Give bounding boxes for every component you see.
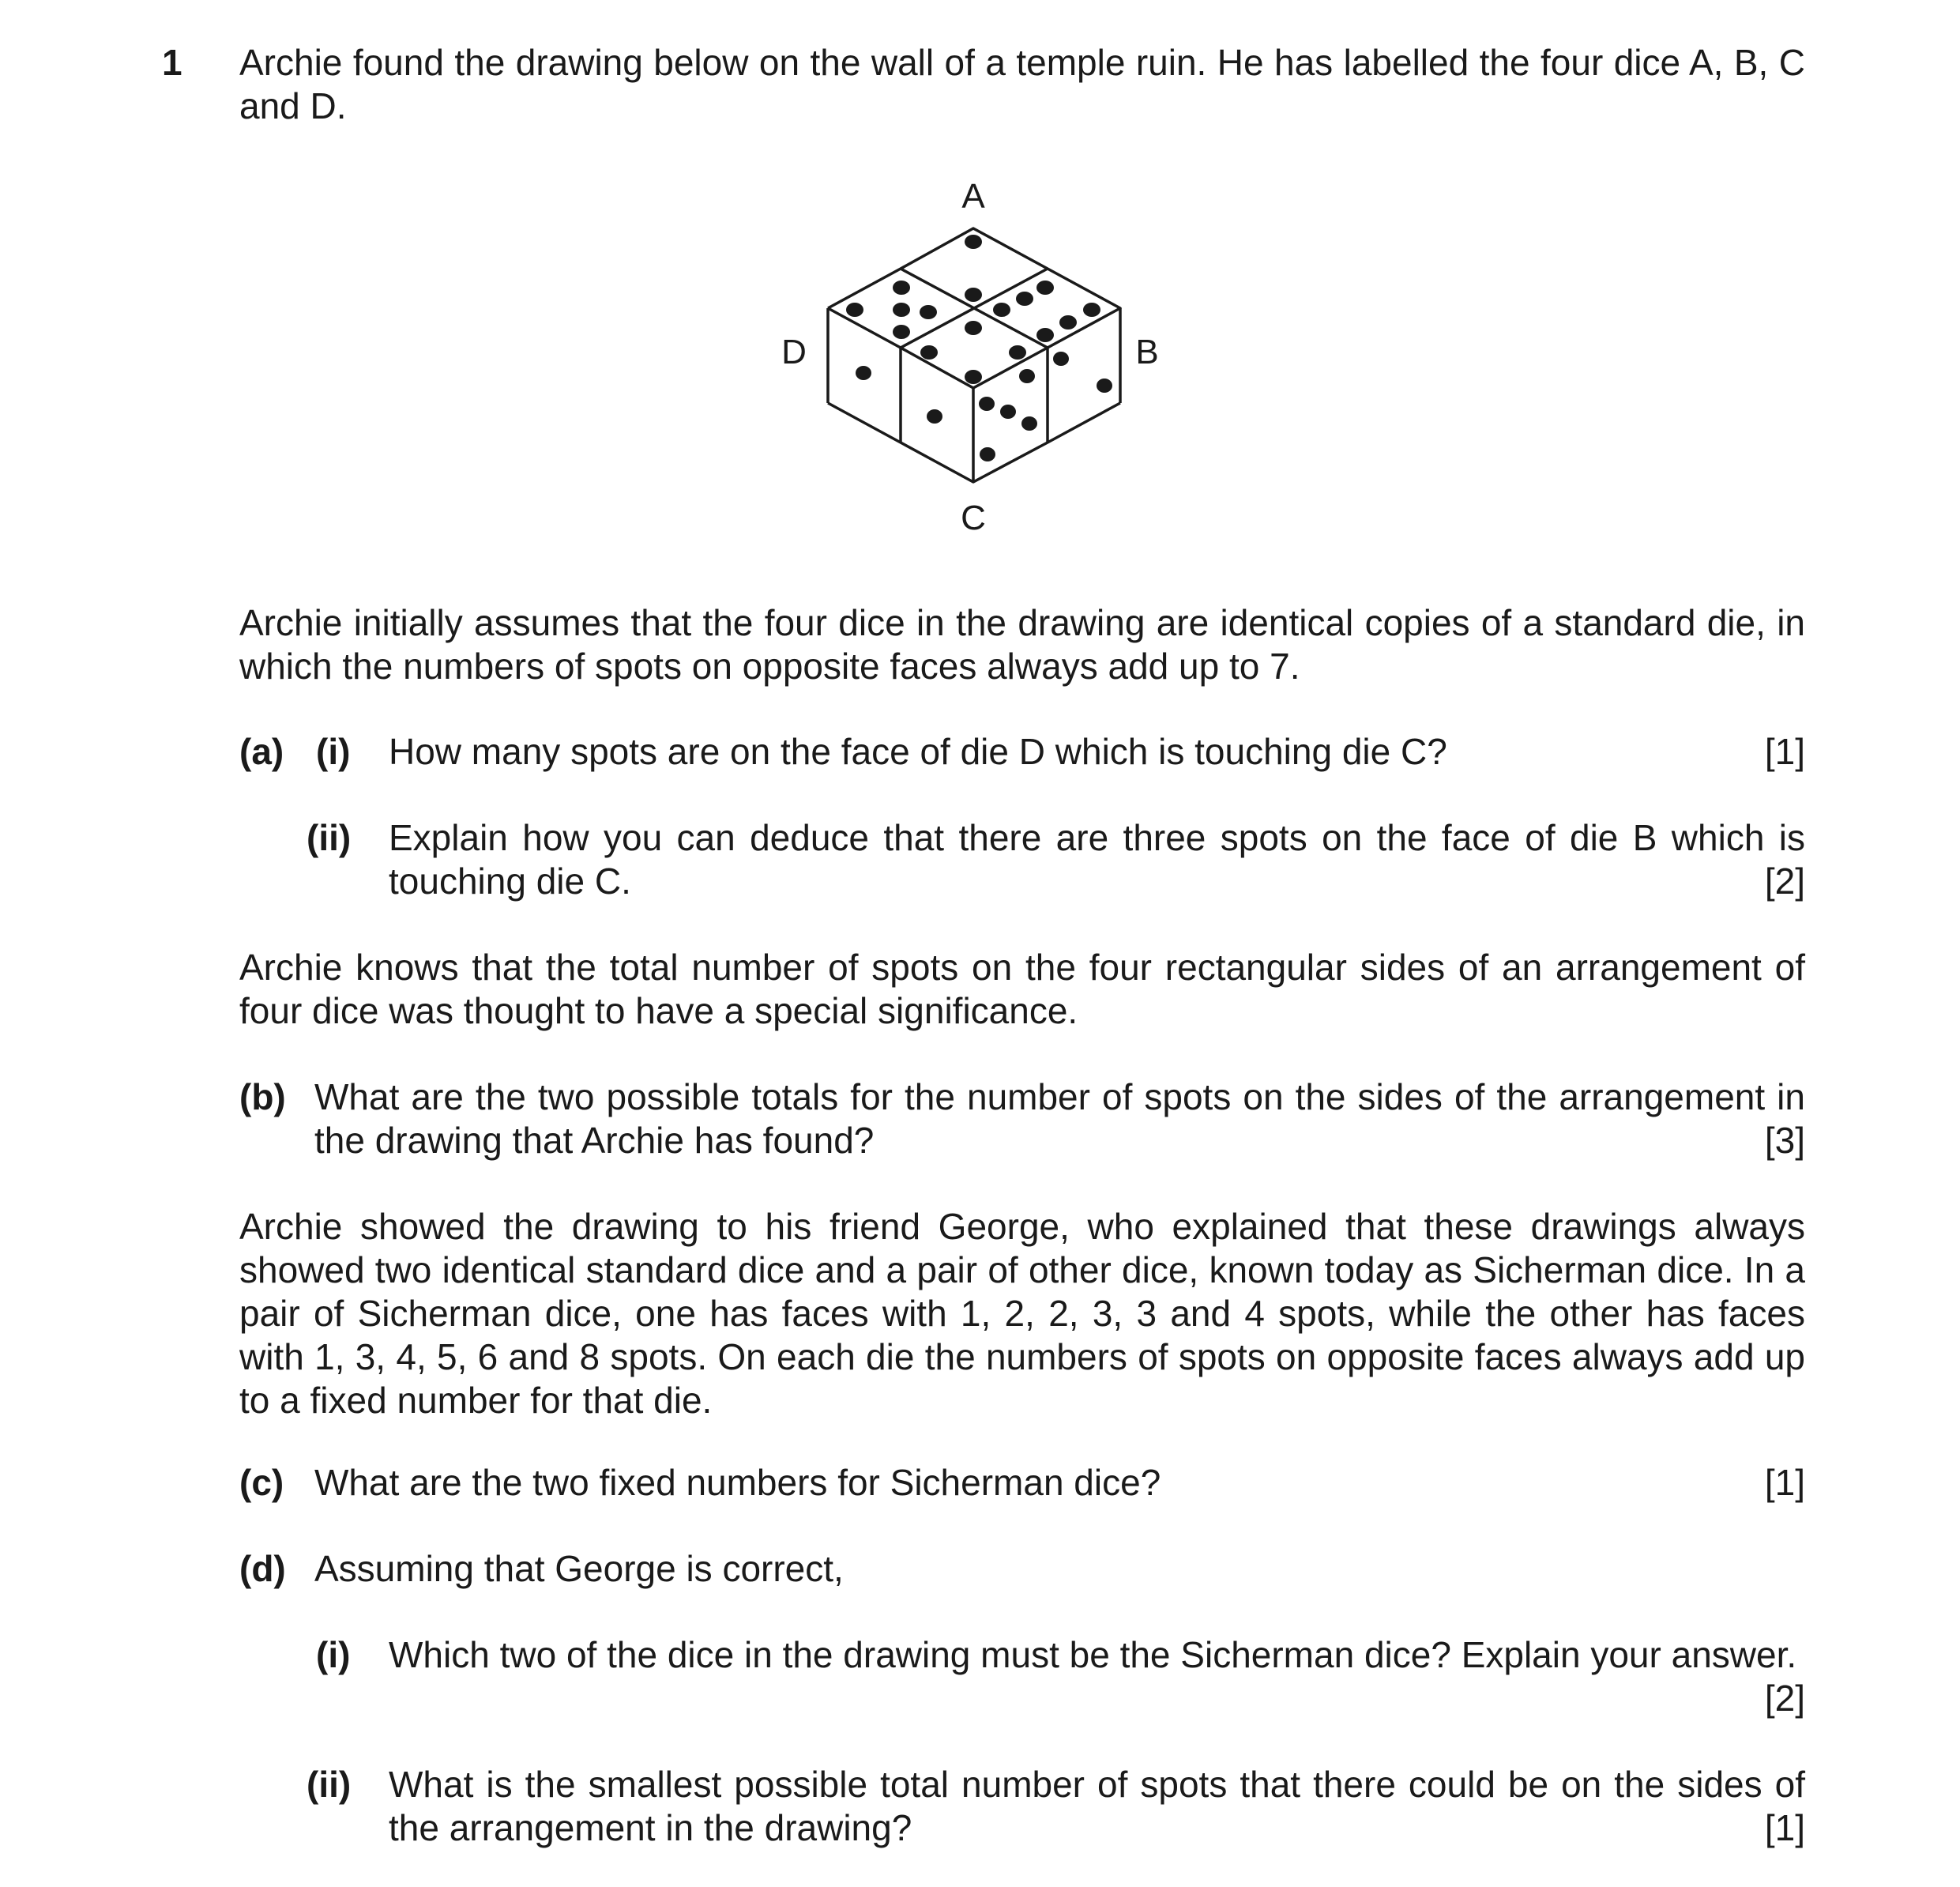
paragraph-1: Archie initially assumes that the four dice in the drawing are identical copies of a standard die, in which the numbers of spots on opposite faces always add up to 7. [239, 602, 1805, 687]
spot-a-top [965, 235, 982, 249]
question-intro: Archie found the drawing below on the wall of a temple ruin. He has labelled the four dice A, B, C and D. [239, 42, 1805, 126]
label-a: A [961, 177, 985, 216]
label-b: B [1135, 333, 1159, 371]
part-a-ii-marks: [2] [1764, 861, 1805, 902]
part-a-ii-label: (ii) [307, 817, 352, 858]
spot-c-side [927, 409, 942, 424]
part-d-ii-label: (ii) [307, 1764, 352, 1805]
spot-c-side [1021, 416, 1037, 431]
part-d-ii-marks: [1] [1764, 1807, 1805, 1848]
part-a-i-text: How many spots are on the face of die D which is touching die C? [389, 731, 1447, 772]
spot-d-top [893, 281, 910, 295]
part-c-marks: [1] [1764, 1462, 1805, 1503]
part-a-i-label: (i) [316, 731, 351, 772]
paragraph-3: Archie showed the drawing to his friend George, who explained that these drawings always showed two identical standard dice and a pair of other dice, known today as Sicherman dice. In a pair of Sicherman dice, one has faces with 1, 2, 2, 3, 3 and 4 spots, while the other has faces with 1, 3, 4, 5, 6 and 8 spots. On each die the numbers of spots on opposite faces always add up to a fixed number for that die. [239, 1206, 1805, 1421]
part-d-text: Assuming that George is correct, [314, 1548, 844, 1589]
part-d-i-label: (i) [316, 1634, 351, 1675]
spot-d-top [920, 305, 937, 319]
spot-c-top [920, 345, 938, 360]
part-a-label: (a) [239, 731, 284, 772]
spot-b-side [1053, 352, 1069, 366]
spot-d-top [893, 303, 910, 317]
dice-figure [774, 158, 1185, 553]
spot-c-side [979, 397, 995, 411]
part-b-marks: [3] [1764, 1120, 1805, 1161]
paragraph-2: Archie knows that the total number of spots on the four rectangular sides of an arrangement of four dice was thought to have a special significance. [239, 947, 1805, 1031]
spot-d-top [893, 325, 910, 339]
label-d: D [781, 333, 807, 371]
spot-b-top [1059, 315, 1077, 330]
spot-c-side [1000, 405, 1016, 419]
spot-b-top [993, 303, 1010, 317]
part-d-ii-text: What is the smallest possible total number of spots that there could be on the sides of the arrangement in the drawing? [389, 1764, 1805, 1848]
spot-c-top [965, 321, 982, 335]
part-d-i-text: Which two of the dice in the drawing must be the Sicherman dice? Explain your answer. [389, 1634, 1797, 1675]
part-a-ii-text: Explain how you can deduce that there are three spots on the face of die B which is touching die C. [389, 817, 1805, 902]
spot-b-side [1097, 379, 1112, 393]
spot-d-side [856, 366, 871, 380]
dice-outline [828, 228, 1120, 482]
spot-b-top [1016, 292, 1033, 306]
question-number: 1 [162, 42, 182, 83]
part-a-i-marks: [1] [1764, 731, 1805, 772]
part-b-label: (b) [239, 1076, 286, 1117]
part-b-text: What are the two possible totals for the number of spots on the sides of the arrangement in the drawing that Archie has found? [314, 1076, 1805, 1161]
spot-b-top [1036, 281, 1054, 295]
spot-c-side [965, 370, 982, 384]
spot-d-top [965, 288, 982, 302]
spot-c-top [1009, 345, 1026, 360]
spot-d-top [846, 303, 863, 317]
part-d-label: (d) [239, 1548, 286, 1589]
part-d-i-marks: [2] [1764, 1678, 1805, 1719]
spot-b-top [1083, 303, 1100, 317]
spot-c-side [1019, 369, 1035, 383]
label-c: C [961, 499, 986, 537]
spot-b-top [1036, 328, 1054, 342]
part-c-label: (c) [239, 1462, 284, 1503]
part-c-text: What are the two fixed numbers for Sicherman dice? [314, 1462, 1161, 1503]
spot-c-side [980, 447, 995, 461]
